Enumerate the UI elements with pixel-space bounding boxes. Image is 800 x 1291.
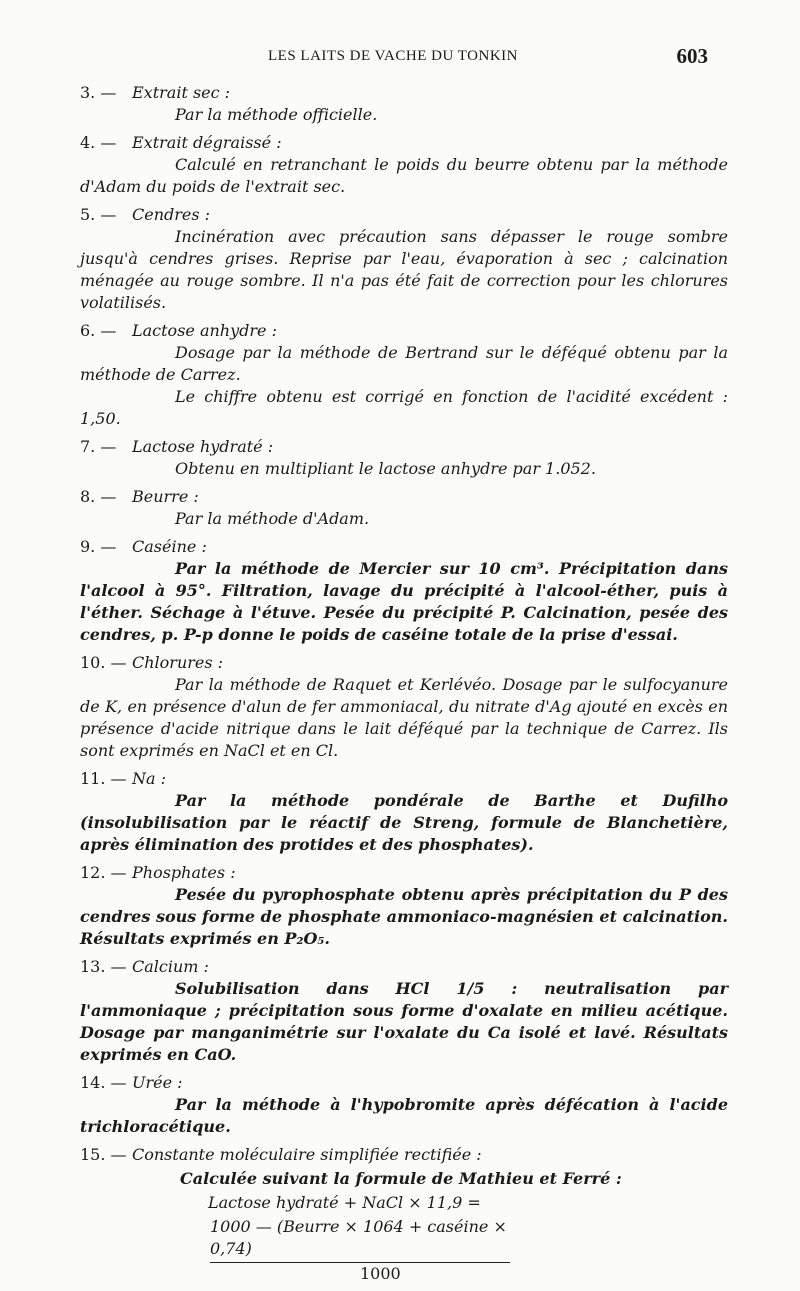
item-text: Par la méthode de Mercier sur 10 cm³. Précipitation dans l'alcool à 95°. Filtration, lavage du précipité à l'alcool-éther, puis à l'éther. Séchage à l'étuve. Pesée du précipité P. Calcination, pesée des cendres, p. P-p donne le poids de caséine totale de la prise d'essai. [80,559,728,644]
list-item [80,436,728,480]
list-item [80,204,728,314]
items-container [80,82,728,1138]
item-label: Urée : [132,1073,183,1092]
list-item [80,536,728,646]
item-label: Phosphates : [132,863,236,882]
item-text: Par la méthode à l'hypobromite après défécation à l'acide trichloracétique. [80,1095,728,1136]
methods-list [80,82,728,1291]
item-label: Lactose hydraté : [132,437,274,456]
item-label: Na : [132,769,167,788]
item-number: 15. — [80,1145,127,1164]
item-label: Calcium : [132,957,209,976]
list-item-15 [80,1144,728,1285]
formula-numerator: 1000 — (Beurre × 1064 + caséine × 0,74) [210,1217,507,1258]
item-number: 5. — [80,205,117,224]
list-item [80,132,728,198]
item-text: Obtenu en multipliant le lactose anhydre par 1.052. [175,459,596,478]
item-number: 3. — [80,83,117,102]
list-item [80,82,728,126]
list-item [80,768,728,856]
item-number: 7. — [80,437,117,456]
item-number: 8. — [80,487,117,506]
page-number: 603 [676,44,708,68]
item-label: Cendres : [132,205,211,224]
list-item [80,862,728,950]
item-number: 4. — [80,133,117,152]
item-text: Incinération avec précaution sans dépasser le rouge sombre jusqu'à cendres grises. Reprise par l'eau, évaporation à sec ; calcination ménagée au rouge sombre. Il n'a pas été fait de correction pour les chlorures volatilisés. [80,227,728,312]
item-label: Extrait dégraissé : [132,133,282,152]
item-text: Pesée du pyrophosphate obtenu après précipitation du P des cendres sous forme de phosphate ammoniaco-magnésien et calcination. Résultats exprimés en P₂O₅. [80,885,728,948]
item-number: 14. — [80,1073,127,1092]
item-label: Extrait sec : [132,83,231,102]
formula-fraction [80,1216,550,1285]
running-title: LES LAITS DE VACHE DU TONKIN [268,48,518,64]
list-item [80,1072,728,1138]
formula-intro: Calculée suivant la formule de Mathieu et Ferré : [180,1169,622,1188]
item-number: 12. — [80,863,127,882]
item-label: Caséine : [132,537,207,556]
item-text: Par la méthode de Raquet et Kerlévéo. Dosage par le sulfocyanure de K, en présence d'alun de fer ammoniacal, du nitrate d'Ag ajouté en excès en présence d'acide nitrique dans le lait déféqué par la technique de Carrez. Ils sont exprimés en NaCl et en Cl. [80,675,728,760]
item-number: 11. — [80,769,127,788]
item-text: Calculé en retranchant le poids du beurre obtenu par la méthode d'Adam du poids de l'extrait sec. [80,155,728,196]
list-item [80,956,728,1066]
list-item [80,320,728,430]
item-text: Le chiffre obtenu est corrigé en fonction de l'acidité excédent : 1,50. [80,387,728,428]
list-item [80,486,728,530]
list-item [80,652,728,762]
item-label: Lactose anhydre : [132,321,277,340]
item-number: 9. — [80,537,117,556]
item-text: Par la méthode pondérale de Barthe et Dufilho (insolubilisation par le réactif de Streng, formule de Blanchetière, après élimination des protides et des phosphates). [80,791,728,854]
item-label: Constante moléculaire simplifiée rectifiée : [132,1145,482,1164]
item-number: 13. — [80,957,127,976]
item-number: 10. — [80,653,127,672]
item-label: Chlorures : [132,653,224,672]
item-text: Dosage par la méthode de Bertrand sur le déféqué obtenu par la méthode de Carrez. [80,343,728,384]
item-text: Par la méthode officielle. [175,105,378,124]
formula-denominator: 1000 [360,1264,401,1283]
item-text: Par la méthode d'Adam. [175,509,370,528]
item-text: Solubilisation dans HCl 1/5 : neutralisation par l'ammoniaque ; précipitation sous forme d'oxalate en milieu acétique. Dosage par manganimétrie sur l'oxalate du Ca isolé et lavé. Résultats exprimés en CaO. [80,979,728,1064]
item-number: 6. — [80,321,117,340]
item-label: Beurre : [132,487,199,506]
formula-line-1: Lactose hydraté + NaCl × 11,9 = [208,1193,481,1212]
